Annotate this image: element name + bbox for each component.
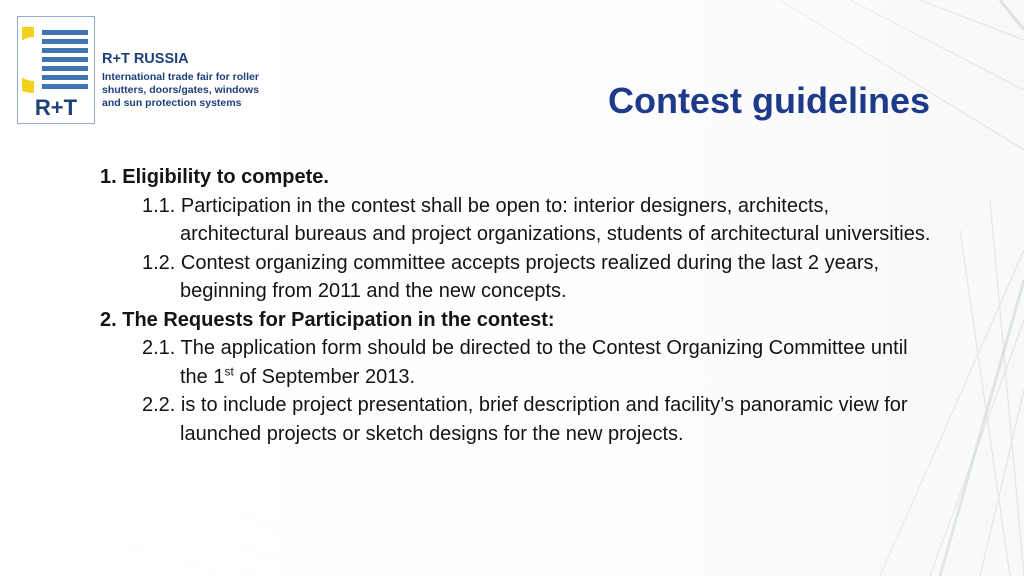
logo-rt-text: R+T: [34, 95, 78, 120]
item-2-1-text: 2.1. The application form should be directed to the Contest Organizing Committee until the 1: [142, 337, 908, 388]
brand-tagline-line: International trade fair for roller: [102, 71, 259, 83]
brand-tagline-line: shutters, doors/gates, windows: [102, 84, 259, 96]
item-2-2: 2.2. is to include project presentation, brief description and facility’s panoramic view for launched projects or sketch designs for the new projects.: [142, 394, 908, 445]
brand-tagline-line: and sun protection systems: [102, 97, 242, 109]
section-heading-requests: 2. The Requests for Participation in the contest:: [100, 308, 555, 331]
item-2-1: [100, 334, 940, 391]
item-2-1-text-end: of September 2013.: [233, 365, 416, 388]
item-1-2: 1.2. Contest organizing committee accepts projects realized during the last 2 years, beginning from 2011 and the new concepts.: [142, 251, 880, 302]
slide-content: [100, 163, 940, 448]
section-heading-eligibility: 1. Eligibility to compete.: [100, 166, 329, 188]
brand-block: [102, 51, 259, 110]
slide-title: Contest guidelines: [607, 80, 930, 121]
logo-box: [17, 16, 95, 124]
item-2-1-superscript: st: [224, 363, 234, 378]
item-1-1: 1.1. Participation in the contest shall be open to: interior designers, architects, architectural bureaus and project organizations, students of architectural universities.: [142, 194, 931, 245]
rt-logo-mark-icon: [22, 27, 90, 93]
brand-name: R+T RUSSIA: [102, 51, 189, 67]
